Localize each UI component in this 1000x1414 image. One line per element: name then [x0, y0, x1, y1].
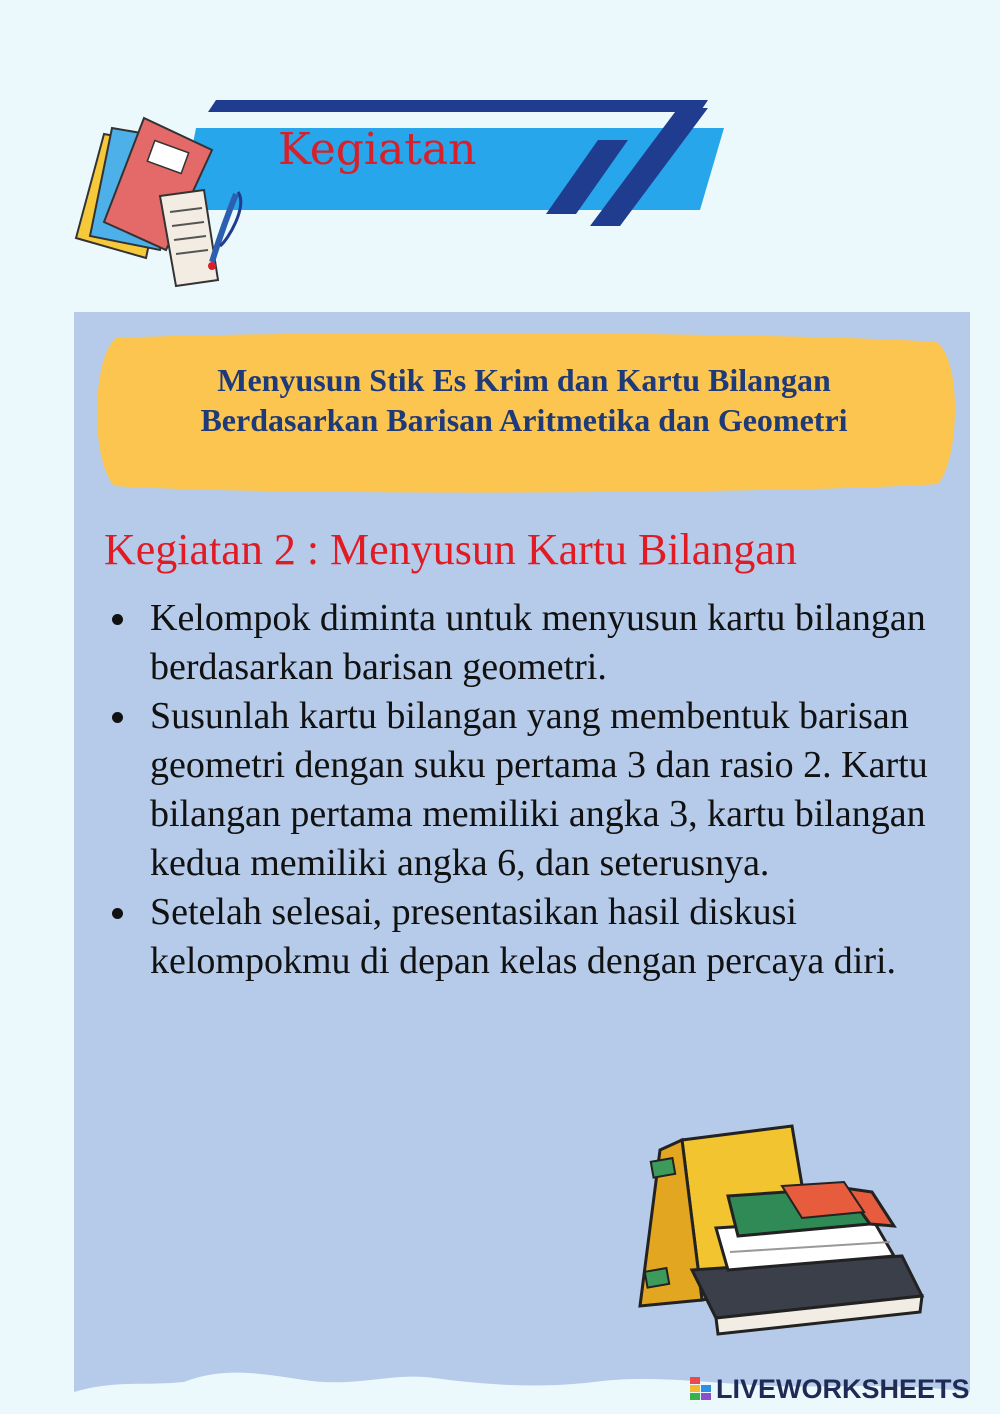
liveworksheets-logo-icon: [690, 1377, 712, 1401]
instruction-text: Setelah selesai, presentasikan hasil diskusi kelompokmu di depan kelas dengan percaya diri.: [150, 891, 897, 982]
banner-graphic: [0, 0, 1000, 300]
subtitle-line-1: Menyusun Stik Es Krim dan Kartu Bilangan: [217, 362, 831, 398]
bullet-icon: [112, 908, 123, 919]
list-item: [104, 692, 944, 888]
watermark-text: LIVEWORKSHEETS: [716, 1373, 970, 1404]
activity-title: Kegiatan 2 : Menyusun Kartu Bilangan: [104, 525, 797, 574]
liveworksheets-watermark[interactable]: [690, 1374, 970, 1404]
list-item: [104, 888, 944, 986]
banner-title: Kegiatan: [278, 124, 477, 175]
bullet-icon: [112, 614, 123, 625]
header-banner: [0, 0, 1000, 300]
instruction-text: Susunlah kartu bilangan yang membentuk barisan geometri dengan suku pertama 3 dan rasio 2. Kartu bilangan pertama memiliki angka 3, kartu bilangan kedua memiliki angka 6, dan seterusnya.: [150, 695, 928, 884]
subtitle-line-2: Berdasarkan Barisan Aritmetika dan Geometri: [200, 402, 848, 438]
instruction-text: Kelompok diminta untuk menyusun kartu bilangan berdasarkan barisan geometri.: [150, 597, 926, 688]
list-item: [104, 594, 944, 692]
instruction-list: [104, 594, 944, 986]
bullet-icon: [112, 712, 123, 723]
activity-subtitle: [86, 360, 962, 440]
books-stack-icon: [632, 1120, 932, 1340]
